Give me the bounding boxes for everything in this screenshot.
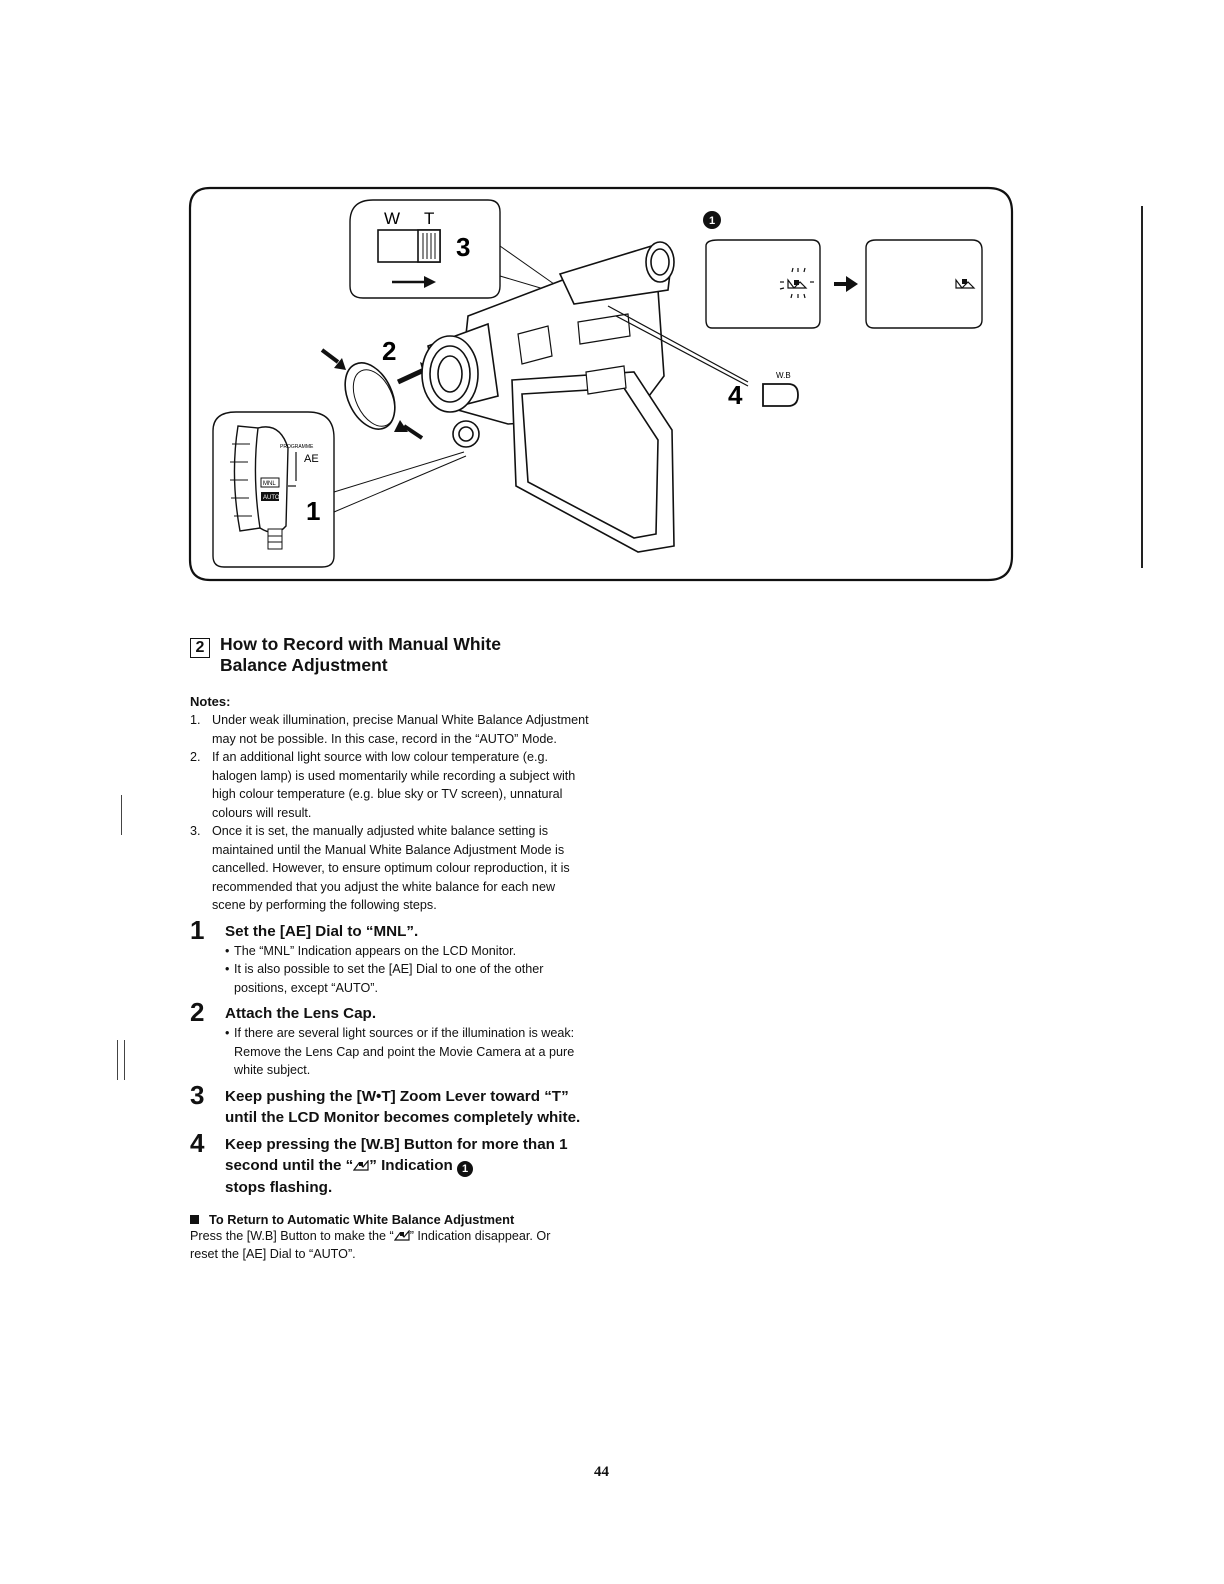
dial-label-mnl: MNL (263, 481, 276, 487)
arrow-right-icon (834, 276, 858, 292)
step-1 (190, 914, 590, 998)
page-number: 44 (594, 1464, 609, 1480)
dial-label-programme: PROGRAMME (280, 444, 314, 450)
step-number: 1 (190, 914, 205, 945)
zoom-w-label: W (384, 209, 401, 228)
lcd-panel-steady (866, 240, 982, 328)
step-4 (190, 1127, 590, 1198)
step-3 (190, 1079, 590, 1128)
notes-label: Notes: (190, 694, 231, 709)
zoom-lever-inset (350, 200, 554, 298)
section-number: 2 (190, 638, 210, 658)
square-bullet-icon (190, 1215, 199, 1224)
callout-4: 4 (728, 380, 743, 410)
indicator-marker-label: 1 (709, 215, 716, 227)
wb-indicator-icon (394, 1230, 410, 1241)
wb-indicator-icon (353, 1160, 369, 1171)
indicator-marker-1: 1 (457, 1161, 473, 1177)
step-title: Set the [AE] Dial to “MNL”. (225, 922, 419, 940)
step-bullet: • It is also possible to set the [AE] Dial to one of the other positions, except “AUTO”. (225, 960, 590, 997)
step-2 (190, 997, 590, 1080)
notes-list (190, 711, 590, 915)
step-title: Keep pushing the [W•T] Zoom Lever toward “T” until the LCD Monitor becomes completely white. (225, 1087, 581, 1126)
lens-cap (322, 336, 432, 438)
note-item: 3. Once it is set, the manually adjusted white balance setting is maintained until the Manual White Balance Adjustment Mode is cancelled. However, to ensure optimum colour reproduction, it is recommended that you adjust the white balance for each new scene by performing the following steps. (190, 824, 570, 912)
step-number: 4 (190, 1127, 205, 1158)
camera-illustration (188, 186, 1014, 582)
margin-mark (124, 1040, 125, 1080)
ae-dial-inset (213, 412, 466, 567)
step-text: Remove the Lens Cap and point the Movie Camera at a pure white subject. (234, 1044, 575, 1077)
note-item: 2. If an additional light source with low colour temperature (e.g. halogen lamp) is used momentarily while recording a subject with high colour temperature (e.g. blue sky or TV screen), unnatural colours will result. (190, 750, 576, 820)
step-number: 3 (190, 1079, 205, 1110)
step-bullet: • If there are several light sources or if the illumination is weak: (225, 1024, 590, 1043)
lcd-panel-flashing (706, 240, 820, 328)
dial-label-ae: AE (304, 453, 319, 465)
zoom-t-label: T (424, 209, 435, 228)
margin-mark (117, 1040, 118, 1080)
return-section (190, 1212, 590, 1264)
step-title: Attach the Lens Cap. (225, 1005, 377, 1022)
step-number: 2 (190, 997, 205, 1027)
step-title: Keep pressing the [W.B] Button for more than 1 second until the “ ” Indication 1 stops flashing. (225, 1135, 568, 1196)
wb-button-icon (763, 384, 798, 406)
dial-label-auto: AUTO (263, 495, 280, 501)
section-heading (190, 634, 590, 676)
return-title: To Return to Automatic White Balance Adjustment (190, 1212, 590, 1227)
wb-button-label: W.B (776, 371, 791, 380)
note-item: 1. Under weak illumination, precise Manual White Balance Adjustment may not be possible. In this case, record in the “AUTO” Mode. (190, 713, 589, 746)
margin-mark (121, 795, 122, 835)
callout-1: 1 (306, 496, 321, 526)
section-title: How to Record with Manual White Balance Adjustment (220, 634, 501, 675)
callout-2: 2 (382, 336, 397, 366)
callout-3: 3 (456, 232, 471, 262)
page-side-rule (1141, 206, 1143, 568)
instructions (190, 634, 590, 1264)
step-bullet: • The “MNL” Indication appears on the LCD Monitor. (225, 942, 590, 961)
return-text: Press the [W.B] Button to make the “ ” Indication disappear. Or reset the [AE] Dial to “AUTO”. (190, 1228, 551, 1261)
